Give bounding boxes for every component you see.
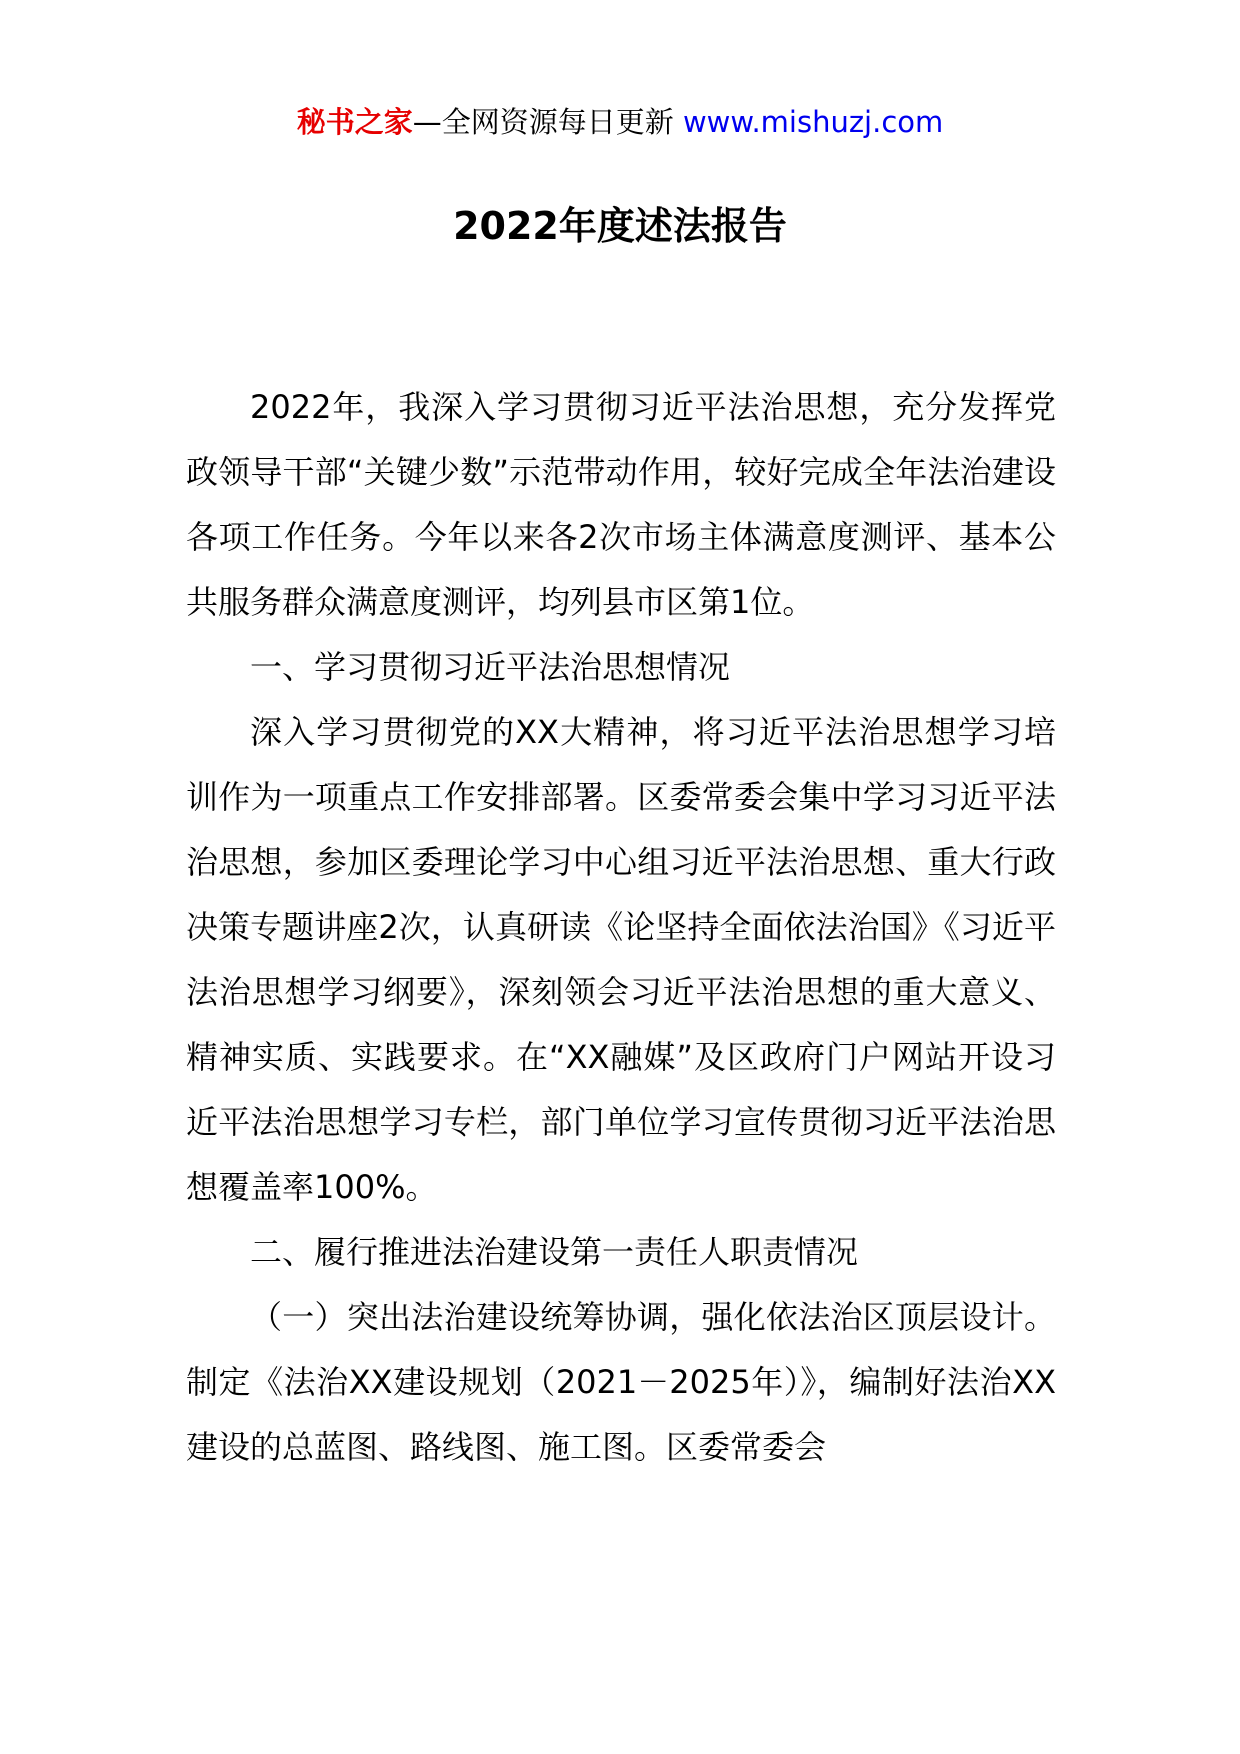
intro-paragraph: 2022年，我深入学习贯彻习近平法治思想，充分发挥党政领导干部“关键少数”示范带动作用，较好完成全年法治建设各项工作任务。今年以来各2次市场主体满意度测评、基本公共服务群众满意度测评，均列县市区第1位。 [186, 388, 1056, 621]
section-2-paragraph: （一）突出法治建设统筹协调，强化依法治区顶层设计。制定《法治XX建设规划（2021－2025年）》，编制好法治XX建设的总蓝图、路线图、施工图。区委常委会 [186, 1298, 1056, 1466]
site-slogan: —全网资源每日更新 [412, 105, 674, 139]
section-heading-1: 一、学习贯彻习近平法治思想情况 [250, 648, 731, 686]
document-body [186, 375, 1056, 1480]
document-title: 2022年度述法报告 [453, 204, 787, 248]
section-1-paragraph: 深入学习贯彻党的XX大精神，将习近平法治思想学习培训作为一项重点工作安排部署。区委常委会集中学习习近平法治思想，参加区委理论学习中心组习近平法治思想、重大行政决策专题讲座2次，认真研读《论坚持全面依法治国》《习近平法治思想学习纲要》，深刻领会习近平法治思想的重大意义、精神实质、实践要求。在“XX融媒”及区政府门户网站开设习近平法治思想学习专栏，部门单位学习宣传贯彻习近平法治思想覆盖率100%。 [186, 713, 1056, 1206]
site-watermark-header [0, 100, 1240, 144]
brand-name: 秘书之家 [296, 105, 413, 139]
site-url-link[interactable]: www.mishuzj.com [682, 105, 944, 139]
section-heading-2: 二、履行推进法治建设第一责任人职责情况 [250, 1233, 859, 1271]
